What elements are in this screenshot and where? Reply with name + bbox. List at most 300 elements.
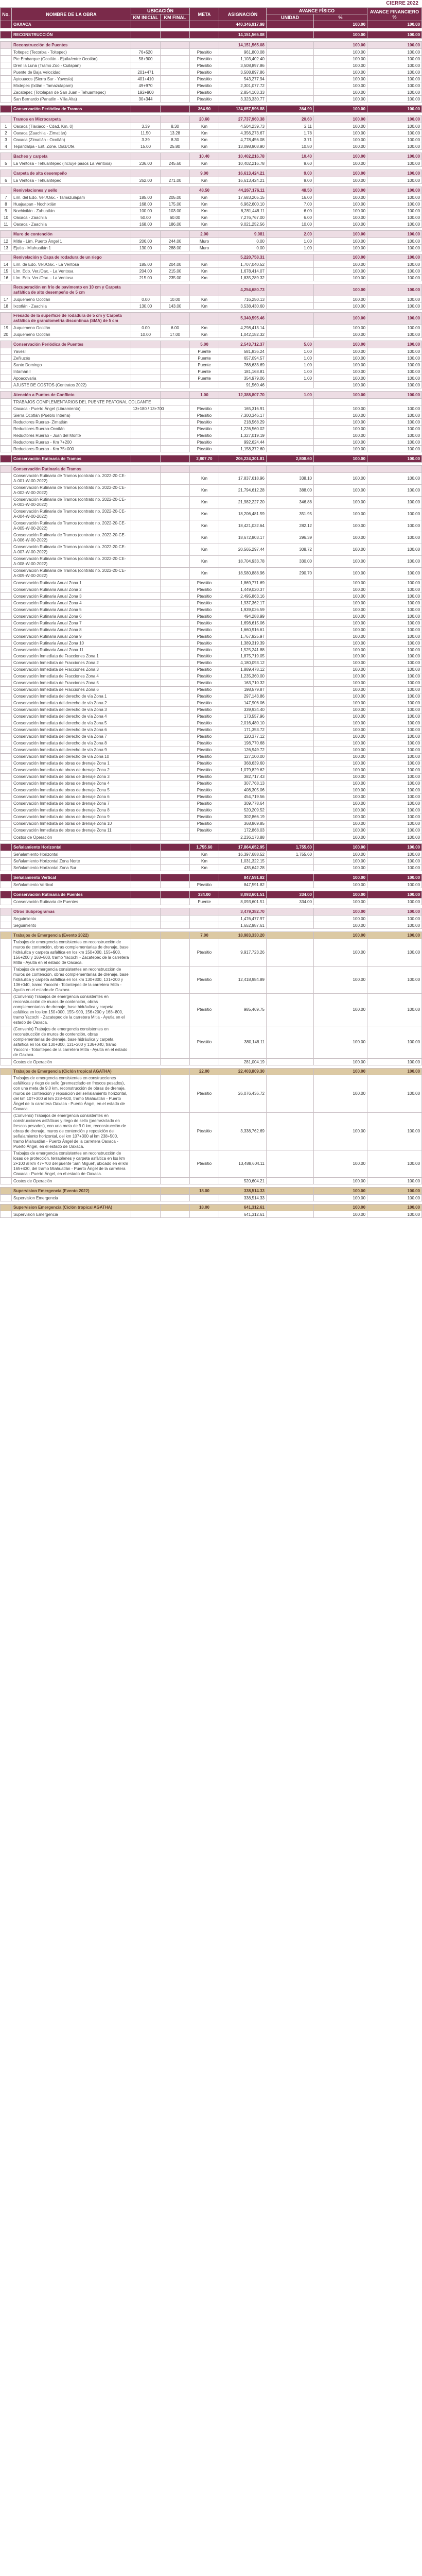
cell-meta xyxy=(190,1211,219,1218)
cell-unidad xyxy=(267,1205,314,1211)
cell-asignacion: 18,672,803.17 xyxy=(219,532,267,544)
cell-no xyxy=(1,1113,12,1150)
cell-avance-financiero: 100.00 xyxy=(367,89,422,96)
cell-asignacion: 21,794,612.28 xyxy=(219,485,267,497)
cell-meta: Km xyxy=(190,325,219,331)
cell-nombre: Dren la Luna (Tramo Zoo - Cuilapan) xyxy=(12,62,131,69)
cell-asignacion: 307,768.13 xyxy=(219,781,267,787)
cell-km-final xyxy=(161,874,190,882)
cell-pct: 100.00 xyxy=(314,473,367,485)
table-row xyxy=(1,1211,422,1218)
cell-km-inicial: 401+410 xyxy=(131,76,161,82)
table-total-row xyxy=(1,106,422,113)
cell-unidad xyxy=(267,96,314,103)
table-row xyxy=(1,69,422,76)
cell-meta: Pte/sitio xyxy=(190,734,219,740)
cell-nombre: Conservación Rutinaria de Tramos (contrato no. 2022-20-CE-A-009-W-00-2022) xyxy=(12,568,131,580)
cell-km-inicial xyxy=(131,707,161,714)
cell-asignacion: 198,770.68 xyxy=(219,740,267,747)
cell-pct xyxy=(314,466,367,473)
cell-unidad xyxy=(267,1069,314,1075)
cell-unidad: 338.10 xyxy=(267,473,314,485)
cell-km-final xyxy=(161,606,190,613)
table-row xyxy=(1,296,422,303)
cell-nombre: Reductores Ruerao-Ocotlán xyxy=(12,426,131,432)
table-row xyxy=(1,967,422,994)
cell-km-inicial: 10.00 xyxy=(131,331,161,338)
cell-meta: Km xyxy=(190,497,219,509)
cell-km-inicial xyxy=(131,640,161,647)
cell-no xyxy=(1,754,12,760)
cell-pct: 100.00 xyxy=(314,62,367,69)
cell-asignacion: 10,402,216.78 xyxy=(219,160,267,167)
cell-asignacion: 10,402,216.78 xyxy=(219,153,267,160)
cell-unidad xyxy=(267,714,314,720)
cell-avance-financiero: 100.00 xyxy=(367,1026,422,1059)
cell-nombre: Juquemeno Ocotlán xyxy=(12,325,131,331)
cell-km-inicial: 168.00 xyxy=(131,221,161,228)
cell-unidad xyxy=(267,922,314,929)
cell-nombre: La Ventosa - Tehuantepec (incluye pasos La Ventosa) xyxy=(12,160,131,167)
cell-pct: 100.00 xyxy=(314,194,367,201)
cell-meta: Pte/sitio xyxy=(190,69,219,76)
cell-asignacion: 3,338,762.69 xyxy=(219,1113,267,1150)
cell-asignacion: 44,267,176.11 xyxy=(219,187,267,194)
cell-pct: 100.00 xyxy=(314,432,367,439)
cell-nombre: Nochixtlán - Zahuatlán xyxy=(12,208,131,214)
cell-pct: 100.00 xyxy=(314,89,367,96)
table-row xyxy=(1,734,422,740)
cell-asignacion: 1,226,560.02 xyxy=(219,426,267,432)
cell-km-inicial xyxy=(131,556,161,568)
cell-km-final: 235.00 xyxy=(161,275,190,281)
cell-unidad xyxy=(267,42,314,49)
cell-nombre: Conservación Inmediata de Fracciones Zona 1 xyxy=(12,653,131,660)
cell-avance-financiero: 100.00 xyxy=(367,1211,422,1218)
cell-unidad xyxy=(267,275,314,281)
cell-asignacion: 309,778.64 xyxy=(219,801,267,807)
cell-pct: 100.00 xyxy=(314,593,367,600)
cell-avance-financiero: 100.00 xyxy=(367,834,422,841)
cell-unidad xyxy=(267,620,314,626)
cell-avance-financiero: 100.00 xyxy=(367,56,422,62)
table-group-row xyxy=(1,932,422,939)
cell-nombre: Zacatepec (Totolapan de San Juan - Tehuantepec) xyxy=(12,89,131,96)
cell-nombre: Señalamiento Vertical xyxy=(12,882,131,888)
cell-km-inicial xyxy=(131,509,161,520)
cell-km-final xyxy=(161,170,190,177)
cell-nombre: Conservación Inmediata de obras de drenaje Zona 2 xyxy=(12,767,131,774)
cell-km-inicial xyxy=(131,231,161,238)
cell-asignacion: 2,854,103.33 xyxy=(219,89,267,96)
cell-no: 7 xyxy=(1,194,12,201)
cell-km-inicial: 58+900 xyxy=(131,56,161,62)
cell-meta: Pte/sitio xyxy=(190,633,219,640)
cell-km-inicial xyxy=(131,520,161,532)
cell-meta: Pte/sitio xyxy=(190,680,219,687)
cell-km-inicial xyxy=(131,497,161,509)
cell-unidad xyxy=(267,680,314,687)
cell-unidad xyxy=(267,640,314,647)
cell-km-final xyxy=(161,106,190,113)
cell-no xyxy=(1,747,12,754)
cell-km-inicial: 0.00 xyxy=(131,296,161,303)
cell-no: 16 xyxy=(1,275,12,281)
cell-nombre: Reductores Ruerao - Km 7+200 xyxy=(12,439,131,446)
cell-avance-financiero: 100.00 xyxy=(367,667,422,673)
cell-pct: 100.00 xyxy=(314,106,367,113)
cell-pct: 100.00 xyxy=(314,419,367,426)
cell-avance-financiero: 100.00 xyxy=(367,858,422,865)
cell-km-final xyxy=(161,1075,190,1113)
cell-avance-financiero: 100.00 xyxy=(367,275,422,281)
cell-asignacion: 21,982,227.20 xyxy=(219,497,267,509)
cell-pct: 100.00 xyxy=(314,1059,367,1065)
cell-km-final xyxy=(161,473,190,485)
cell-unidad xyxy=(267,613,314,620)
cell-pct: 100.00 xyxy=(314,626,367,633)
cell-no xyxy=(1,767,12,774)
cell-km-inicial xyxy=(131,844,161,851)
cell-avance-financiero: 100.00 xyxy=(367,268,422,275)
cell-pct: 100.00 xyxy=(314,123,367,130)
cell-meta: 2.00 xyxy=(190,231,219,238)
cell-no xyxy=(1,170,12,177)
cell-unidad xyxy=(267,821,314,827)
cell-no xyxy=(1,187,12,194)
cell-asignacion: 165,316.91 xyxy=(219,405,267,412)
cell-pct: 100.00 xyxy=(314,238,367,245)
cell-meta: Puente xyxy=(190,375,219,382)
cell-meta xyxy=(190,255,219,261)
cell-nombre: Señalamiento Horizontal Zona Norte xyxy=(12,858,131,865)
table-row xyxy=(1,446,422,452)
cell-asignacion: 454,719.56 xyxy=(219,794,267,801)
cell-nombre: AJUSTE DE COSTOS (Contratos 2022) xyxy=(12,382,131,388)
cell-unidad xyxy=(267,858,314,865)
cell-meta xyxy=(190,922,219,929)
cell-km-inicial xyxy=(131,473,161,485)
cell-km-final: 60.00 xyxy=(161,214,190,221)
cell-meta: Pte/sitio xyxy=(190,432,219,439)
cell-avance-financiero: 100.00 xyxy=(367,556,422,568)
cell-meta: Pte/sitio xyxy=(190,56,219,62)
cell-avance-financiero: 100.00 xyxy=(367,520,422,532)
table-row xyxy=(1,680,422,687)
cell-unidad xyxy=(267,62,314,69)
cell-km-final xyxy=(161,405,190,412)
cell-km-inicial xyxy=(131,774,161,781)
cell-km-inicial xyxy=(131,747,161,754)
cell-nombre: Trabajos de Emergencia (Ciclón tropical AGATHA) xyxy=(12,1069,131,1075)
cell-meta: Km xyxy=(190,201,219,208)
cell-pct: 100.00 xyxy=(314,201,367,208)
cell-km-inicial xyxy=(131,62,161,69)
cell-unidad xyxy=(267,807,314,814)
cell-km-final xyxy=(161,1059,190,1065)
cell-asignacion: 218,568.29 xyxy=(219,419,267,426)
cell-unidad xyxy=(267,740,314,747)
cell-asignacion: 0.00 xyxy=(219,245,267,251)
cell-meta: 48.50 xyxy=(190,187,219,194)
table-row xyxy=(1,714,422,720)
cell-avance-financiero: 100.00 xyxy=(367,851,422,858)
cell-unidad xyxy=(267,284,314,296)
cell-unidad xyxy=(267,1075,314,1113)
cell-pct: 100.00 xyxy=(314,858,367,865)
cell-pct: 100.00 xyxy=(314,348,367,355)
table-row xyxy=(1,858,422,865)
cell-km-inicial xyxy=(131,1195,161,1201)
cell-meta: Km xyxy=(190,532,219,544)
cell-asignacion: 1,449,020.37 xyxy=(219,586,267,593)
cell-no xyxy=(1,392,12,399)
cell-nombre: Lím. Edo. Ver./Oax. - La Ventosa xyxy=(12,268,131,275)
cell-no xyxy=(1,432,12,439)
cell-asignacion: 3,538,430.60 xyxy=(219,303,267,310)
cell-meta: Puente xyxy=(190,348,219,355)
cell-pct: 100.00 xyxy=(314,170,367,177)
cell-km-inicial xyxy=(131,781,161,787)
cell-pct: 100.00 xyxy=(314,544,367,556)
cell-meta: Km xyxy=(190,556,219,568)
cell-avance-financiero: 100.00 xyxy=(367,720,422,727)
cell-asignacion: 18,580,888.96 xyxy=(219,568,267,580)
cell-pct: 100.00 xyxy=(314,647,367,653)
cell-km-final xyxy=(161,520,190,532)
cell-asignacion: 8,093,601.51 xyxy=(219,899,267,905)
cell-asignacion: 1,678,414.07 xyxy=(219,268,267,275)
cell-km-final: 8.30 xyxy=(161,123,190,130)
cell-pct: 100.00 xyxy=(314,844,367,851)
cell-asignacion: 494,288.99 xyxy=(219,613,267,620)
cell-pct: 100.00 xyxy=(314,760,367,767)
cell-unidad xyxy=(267,261,314,268)
cell-km-inicial xyxy=(131,1188,161,1195)
cell-unidad: 9.00 xyxy=(267,177,314,184)
cell-avance-financiero: 100.00 xyxy=(367,807,422,814)
cell-avance-financiero: 100.00 xyxy=(367,201,422,208)
cell-no xyxy=(1,1188,12,1195)
cell-no xyxy=(1,520,12,532)
cell-nombre: Conservación Rutinaria de Tramos (contrato no. 2022-20-CE-A-002-W-00-2022) xyxy=(12,485,131,497)
cell-no xyxy=(1,544,12,556)
cell-avance-financiero: 100.00 xyxy=(367,544,422,556)
cell-nombre: Oaxaca (Zaachila - Zimatlán) xyxy=(12,130,131,137)
table-row xyxy=(1,76,422,82)
table-row xyxy=(1,740,422,747)
table-row xyxy=(1,994,422,1026)
cell-pct: 100.00 xyxy=(314,865,367,871)
cell-no xyxy=(1,827,12,834)
table-row xyxy=(1,916,422,922)
table-group-row xyxy=(1,466,422,473)
cell-no xyxy=(1,466,12,473)
cell-nombre: TRABAJOS COMPLEMENTARIOS DEL PUENTE PEATONAL COLGANTE xyxy=(12,399,131,405)
cell-no xyxy=(1,613,12,620)
cell-avance-financiero: 100.00 xyxy=(367,727,422,734)
cell-asignacion: 543,277.94 xyxy=(219,76,267,82)
cell-avance-financiero: 100.00 xyxy=(367,693,422,700)
cell-pct: 100.00 xyxy=(314,296,367,303)
cell-unidad: 20.60 xyxy=(267,116,314,123)
cell-no xyxy=(1,362,12,368)
cell-avance-financiero: 100.00 xyxy=(367,580,422,586)
cell-avance-financiero: 100.00 xyxy=(367,633,422,640)
cell-nombre: Conservación Rutinaria Anual Zona 10 xyxy=(12,640,131,647)
cell-asignacion: 22,403,809.30 xyxy=(219,1069,267,1075)
cell-avance-financiero: 100.00 xyxy=(367,801,422,807)
cell-km-final xyxy=(161,774,190,781)
cell-km-inicial xyxy=(131,754,161,760)
col-avance-fisico-header: AVANCE FÍSICO xyxy=(267,8,367,14)
cell-km-inicial xyxy=(131,613,161,620)
cell-meta: Puente xyxy=(190,355,219,362)
cell-meta xyxy=(190,21,219,28)
cell-km-final: 17.00 xyxy=(161,331,190,338)
cell-km-final xyxy=(161,362,190,368)
cell-pct: 100.00 xyxy=(314,740,367,747)
cell-no xyxy=(1,313,12,325)
table-row xyxy=(1,922,422,929)
cell-km-final xyxy=(161,313,190,325)
cell-pct: 100.00 xyxy=(314,177,367,184)
cell-unidad: 10.40 xyxy=(267,153,314,160)
cell-unidad xyxy=(267,446,314,452)
cierre-label: CIERRE 2022 xyxy=(386,1,418,6)
cell-nombre: OAXACA xyxy=(12,21,131,28)
cell-km-final: 175.00 xyxy=(161,201,190,208)
cell-avance-financiero: 100.00 xyxy=(367,455,422,463)
table-row xyxy=(1,382,422,388)
cell-asignacion: 847,591.82 xyxy=(219,874,267,882)
cell-no xyxy=(1,1211,12,1218)
cell-no xyxy=(1,821,12,827)
table-group-row xyxy=(1,231,422,238)
cell-km-inicial xyxy=(131,31,161,39)
cell-avance-financiero: 100.00 xyxy=(367,1188,422,1195)
cell-no xyxy=(1,673,12,680)
cell-asignacion: 1,698,615.06 xyxy=(219,620,267,626)
cell-no xyxy=(1,1069,12,1075)
cell-meta: 1,755.60 xyxy=(190,844,219,851)
cell-avance-financiero: 100.00 xyxy=(367,994,422,1026)
cell-km-inicial xyxy=(131,693,161,700)
cell-km-inicial: 49+970 xyxy=(131,82,161,89)
cell-unidad xyxy=(267,908,314,916)
cell-unidad xyxy=(267,781,314,787)
cell-no: 18 xyxy=(1,303,12,310)
table-row xyxy=(1,375,422,382)
cell-unidad: 1,755.60 xyxy=(267,851,314,858)
table-row xyxy=(1,633,422,640)
cell-nombre: Mixtepec (Ixtlán - Tamazulapam) xyxy=(12,82,131,89)
cell-avance-financiero: 100.00 xyxy=(367,177,422,184)
cell-km-inicial: 201+471 xyxy=(131,69,161,76)
cell-no xyxy=(1,21,12,28)
cell-avance-financiero: 100.00 xyxy=(367,368,422,375)
cell-nombre: Conservación Inmediata de Fracciones Zona 2 xyxy=(12,660,131,667)
cell-pct: 100.00 xyxy=(314,497,367,509)
cell-nombre: Huajuapan - Nochixtlán xyxy=(12,201,131,208)
cell-asignacion: 163,710.32 xyxy=(219,680,267,687)
cell-meta xyxy=(190,284,219,296)
cell-km-final xyxy=(161,814,190,821)
table-total-row xyxy=(1,891,422,899)
cell-meta: Pte/sitio xyxy=(190,747,219,754)
cell-nombre: Supervision Emergencia (Evento 2022) xyxy=(12,1188,131,1195)
cell-nombre: Atención a Puntos de Conflicto xyxy=(12,392,131,399)
cell-km-final xyxy=(161,613,190,620)
cell-km-inicial: 3.39 xyxy=(131,137,161,143)
cell-nombre: Conservación Rutinaria Anual Zona 9 xyxy=(12,633,131,640)
cell-pct: 100.00 xyxy=(314,899,367,905)
cell-nombre: Conservación Inmediata de Fracciones Zona 5 xyxy=(12,680,131,687)
cell-avance-financiero: 100.00 xyxy=(367,760,422,767)
cell-km-final: 103.00 xyxy=(161,208,190,214)
cell-nombre: Conservación Rutinaria de Puentes xyxy=(12,891,131,899)
cell-pct: 100.00 xyxy=(314,667,367,673)
cell-no xyxy=(1,727,12,734)
cell-pct: 100.00 xyxy=(314,143,367,150)
cell-pct: 100.00 xyxy=(314,633,367,640)
cell-pct: 100.00 xyxy=(314,208,367,214)
cell-meta: Pte/sitio xyxy=(190,994,219,1026)
table-row xyxy=(1,1113,422,1150)
cell-km-final xyxy=(161,355,190,362)
cell-no xyxy=(1,116,12,123)
cell-km-final xyxy=(161,851,190,858)
cell-km-final xyxy=(161,807,190,814)
cell-km-inicial xyxy=(131,680,161,687)
cell-no xyxy=(1,446,12,452)
cell-nombre: La Ventosa - Tehuantepec xyxy=(12,177,131,184)
cell-nombre: Oaxaca - Zaachila xyxy=(12,221,131,228)
cell-asignacion: 1,525,241.88 xyxy=(219,647,267,653)
cell-km-inicial xyxy=(131,1069,161,1075)
cell-nombre: Conservación Rutinaria de Tramos (contrato no. 2022-20-CE-A-006-W-00-2022) xyxy=(12,532,131,544)
table-row xyxy=(1,1178,422,1184)
table-row xyxy=(1,238,422,245)
cell-nombre: Conservación Rutinaria de Tramos (contrato no. 2022-20-CE-A-005-W-00-2022) xyxy=(12,520,131,532)
cell-pct: 100.00 xyxy=(314,994,367,1026)
cell-nombre: San Bernardo (Panatlin - Villa Alta) xyxy=(12,96,131,103)
cell-asignacion: 1,660,916.61 xyxy=(219,626,267,633)
cell-km-inicial: 50.00 xyxy=(131,214,161,221)
cell-no xyxy=(1,368,12,375)
cell-km-final xyxy=(161,580,190,586)
cell-no xyxy=(1,626,12,633)
cell-unidad: 1.00 xyxy=(267,362,314,368)
cell-no xyxy=(1,844,12,851)
cell-unidad: 5.00 xyxy=(267,341,314,348)
cell-nombre: Conservación Inmediata de obras de drenaje Zona 7 xyxy=(12,801,131,807)
cell-avance-financiero: 100.00 xyxy=(367,640,422,647)
cell-nombre: Conservación Inmediata de obras de drenaje Zona 4 xyxy=(12,781,131,787)
cell-asignacion: 173,557.96 xyxy=(219,714,267,720)
table-group-row xyxy=(1,1069,422,1075)
cell-nombre: Conservación Inmediata del derecho de vía Zona 1 xyxy=(12,693,131,700)
cell-km-inicial xyxy=(131,647,161,653)
cell-pct: 100.00 xyxy=(314,49,367,56)
cell-meta xyxy=(190,874,219,882)
cell-avance-financiero: 100.00 xyxy=(367,497,422,509)
cell-meta: Km xyxy=(190,194,219,201)
cell-avance-financiero: 100.00 xyxy=(367,1075,422,1113)
cell-km-final xyxy=(161,485,190,497)
cell-meta: Pte/sitio xyxy=(190,626,219,633)
cell-meta: Puente xyxy=(190,368,219,375)
